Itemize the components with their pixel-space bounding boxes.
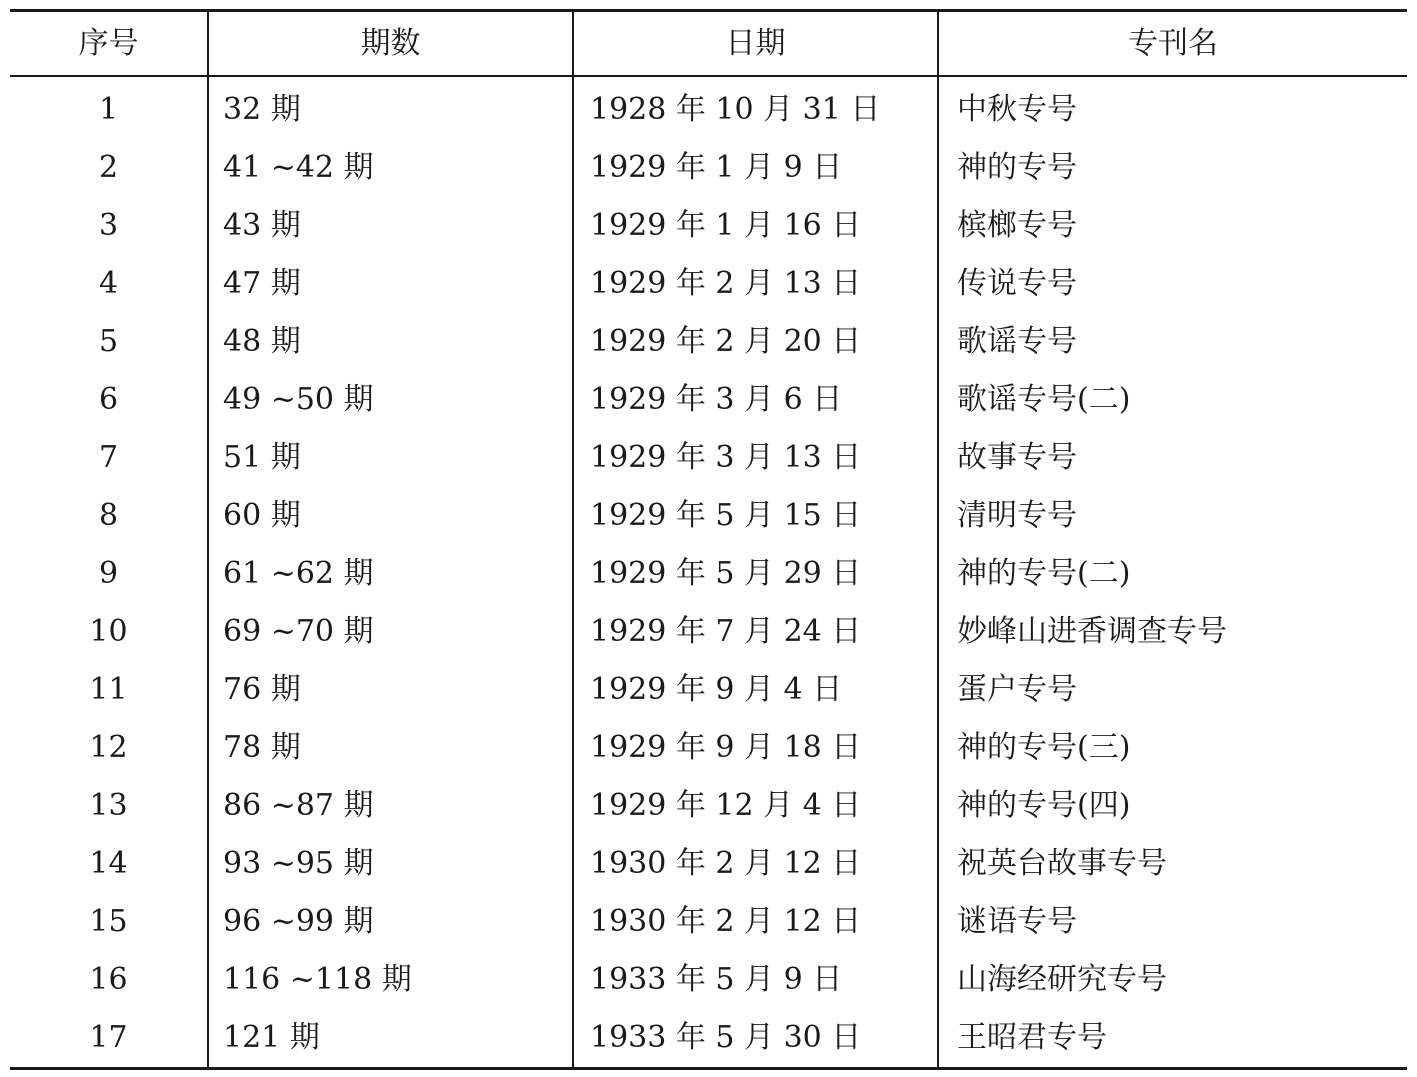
cell-seq: 3 [98,208,119,243]
cell-date: 1929 年 5 月 15 日 [573,487,938,545]
cell-seq: 4 [98,266,119,301]
cell-date: 1929 年 5 月 29 日 [573,545,938,603]
table-row [10,255,1407,313]
cell-special-issue-name: 歌谣专号(二) [938,371,1407,429]
table-row [10,76,1407,139]
cell-seq: 17 [89,1020,128,1055]
cell-seq: 1 [98,92,119,127]
cell-issue: 121 期 [208,1009,573,1069]
cell-seq: 6 [98,382,119,417]
table-body [10,76,1407,1069]
cell-special-issue-name: 神的专号(四) [938,777,1407,835]
header-seq: 序号 [78,25,139,61]
table-row [10,139,1407,197]
cell-date: 1933 年 5 月 30 日 [573,1009,938,1069]
cell-special-issue-name: 谜语专号 [938,893,1407,951]
header-name: 专刊名 [938,11,1407,77]
cell-issue: 32 期 [208,76,573,139]
table-row [10,429,1407,487]
cell-issue: 93 ~95 期 [208,835,573,893]
cell-special-issue-name: 清明专号 [938,487,1407,545]
cell-special-issue-name: 中秋专号 [938,76,1407,139]
cell-issue: 86 ~87 期 [208,777,573,835]
table-row [10,661,1407,719]
cell-date: 1929 年 3 月 6 日 [573,371,938,429]
cell-special-issue-name: 歌谣专号 [938,313,1407,371]
cell-issue: 43 期 [208,197,573,255]
cell-seq: 16 [89,962,128,997]
cell-date: 1928 年 10 月 31 日 [573,76,938,139]
cell-special-issue-name: 妙峰山进香调查专号 [938,603,1407,661]
cell-seq: 9 [98,556,119,591]
cell-seq: 2 [98,150,119,185]
cell-issue: 76 期 [208,661,573,719]
table-row [10,777,1407,835]
table-row [10,371,1407,429]
special-issues-table [10,9,1407,1070]
table-header [10,11,1407,77]
cell-date: 1933 年 5 月 9 日 [573,951,938,1009]
table-row [10,893,1407,951]
cell-special-issue-name: 神的专号(二) [938,545,1407,603]
table-row [10,487,1407,545]
cell-special-issue-name: 槟榔专号 [938,197,1407,255]
cell-date: 1930 年 2 月 12 日 [573,835,938,893]
table-row [10,313,1407,371]
cell-seq: 13 [89,788,128,823]
cell-seq: 7 [98,440,119,475]
cell-special-issue-name: 神的专号(三) [938,719,1407,777]
header-issue: 期数 [208,11,573,77]
cell-date: 1930 年 2 月 12 日 [573,893,938,951]
cell-seq: 11 [89,672,128,707]
cell-special-issue-name: 神的专号 [938,139,1407,197]
cell-date: 1929 年 7 月 24 日 [573,603,938,661]
cell-date: 1929 年 2 月 13 日 [573,255,938,313]
cell-special-issue-name: 山海经研究专号 [938,951,1407,1009]
cell-issue: 48 期 [208,313,573,371]
table-row [10,951,1407,1009]
cell-date: 1929 年 3 月 13 日 [573,429,938,487]
cell-issue: 47 期 [208,255,573,313]
header-row [10,11,1407,77]
cell-issue: 116 ~118 期 [208,951,573,1009]
header-date: 日期 [573,11,938,77]
table-row [10,1009,1407,1069]
cell-special-issue-name: 传说专号 [938,255,1407,313]
table-row [10,603,1407,661]
table-row [10,545,1407,603]
cell-issue: 51 期 [208,429,573,487]
cell-seq: 15 [89,904,128,939]
cell-issue: 78 期 [208,719,573,777]
table-row [10,835,1407,893]
cell-issue: 61 ~62 期 [208,545,573,603]
cell-date: 1929 年 2 月 20 日 [573,313,938,371]
cell-issue: 49 ~50 期 [208,371,573,429]
cell-issue: 69 ~70 期 [208,603,573,661]
cell-special-issue-name: 祝英台故事专号 [938,835,1407,893]
cell-date: 1929 年 9 月 4 日 [573,661,938,719]
table-row [10,197,1407,255]
cell-seq: 10 [89,614,128,649]
table-row [10,719,1407,777]
cell-special-issue-name: 王昭君专号 [938,1009,1407,1069]
cell-issue: 96 ~99 期 [208,893,573,951]
cell-special-issue-name: 蛋户专号 [938,661,1407,719]
cell-issue: 41 ~42 期 [208,139,573,197]
cell-seq: 5 [98,324,119,359]
cell-date: 1929 年 12 月 4 日 [573,777,938,835]
cell-seq: 14 [89,846,128,881]
cell-date: 1929 年 1 月 9 日 [573,139,938,197]
cell-seq: 8 [98,498,119,533]
cell-date: 1929 年 9 月 18 日 [573,719,938,777]
cell-date: 1929 年 1 月 16 日 [573,197,938,255]
cell-special-issue-name: 故事专号 [938,429,1407,487]
cell-issue: 60 期 [208,487,573,545]
cell-seq: 12 [89,730,128,765]
